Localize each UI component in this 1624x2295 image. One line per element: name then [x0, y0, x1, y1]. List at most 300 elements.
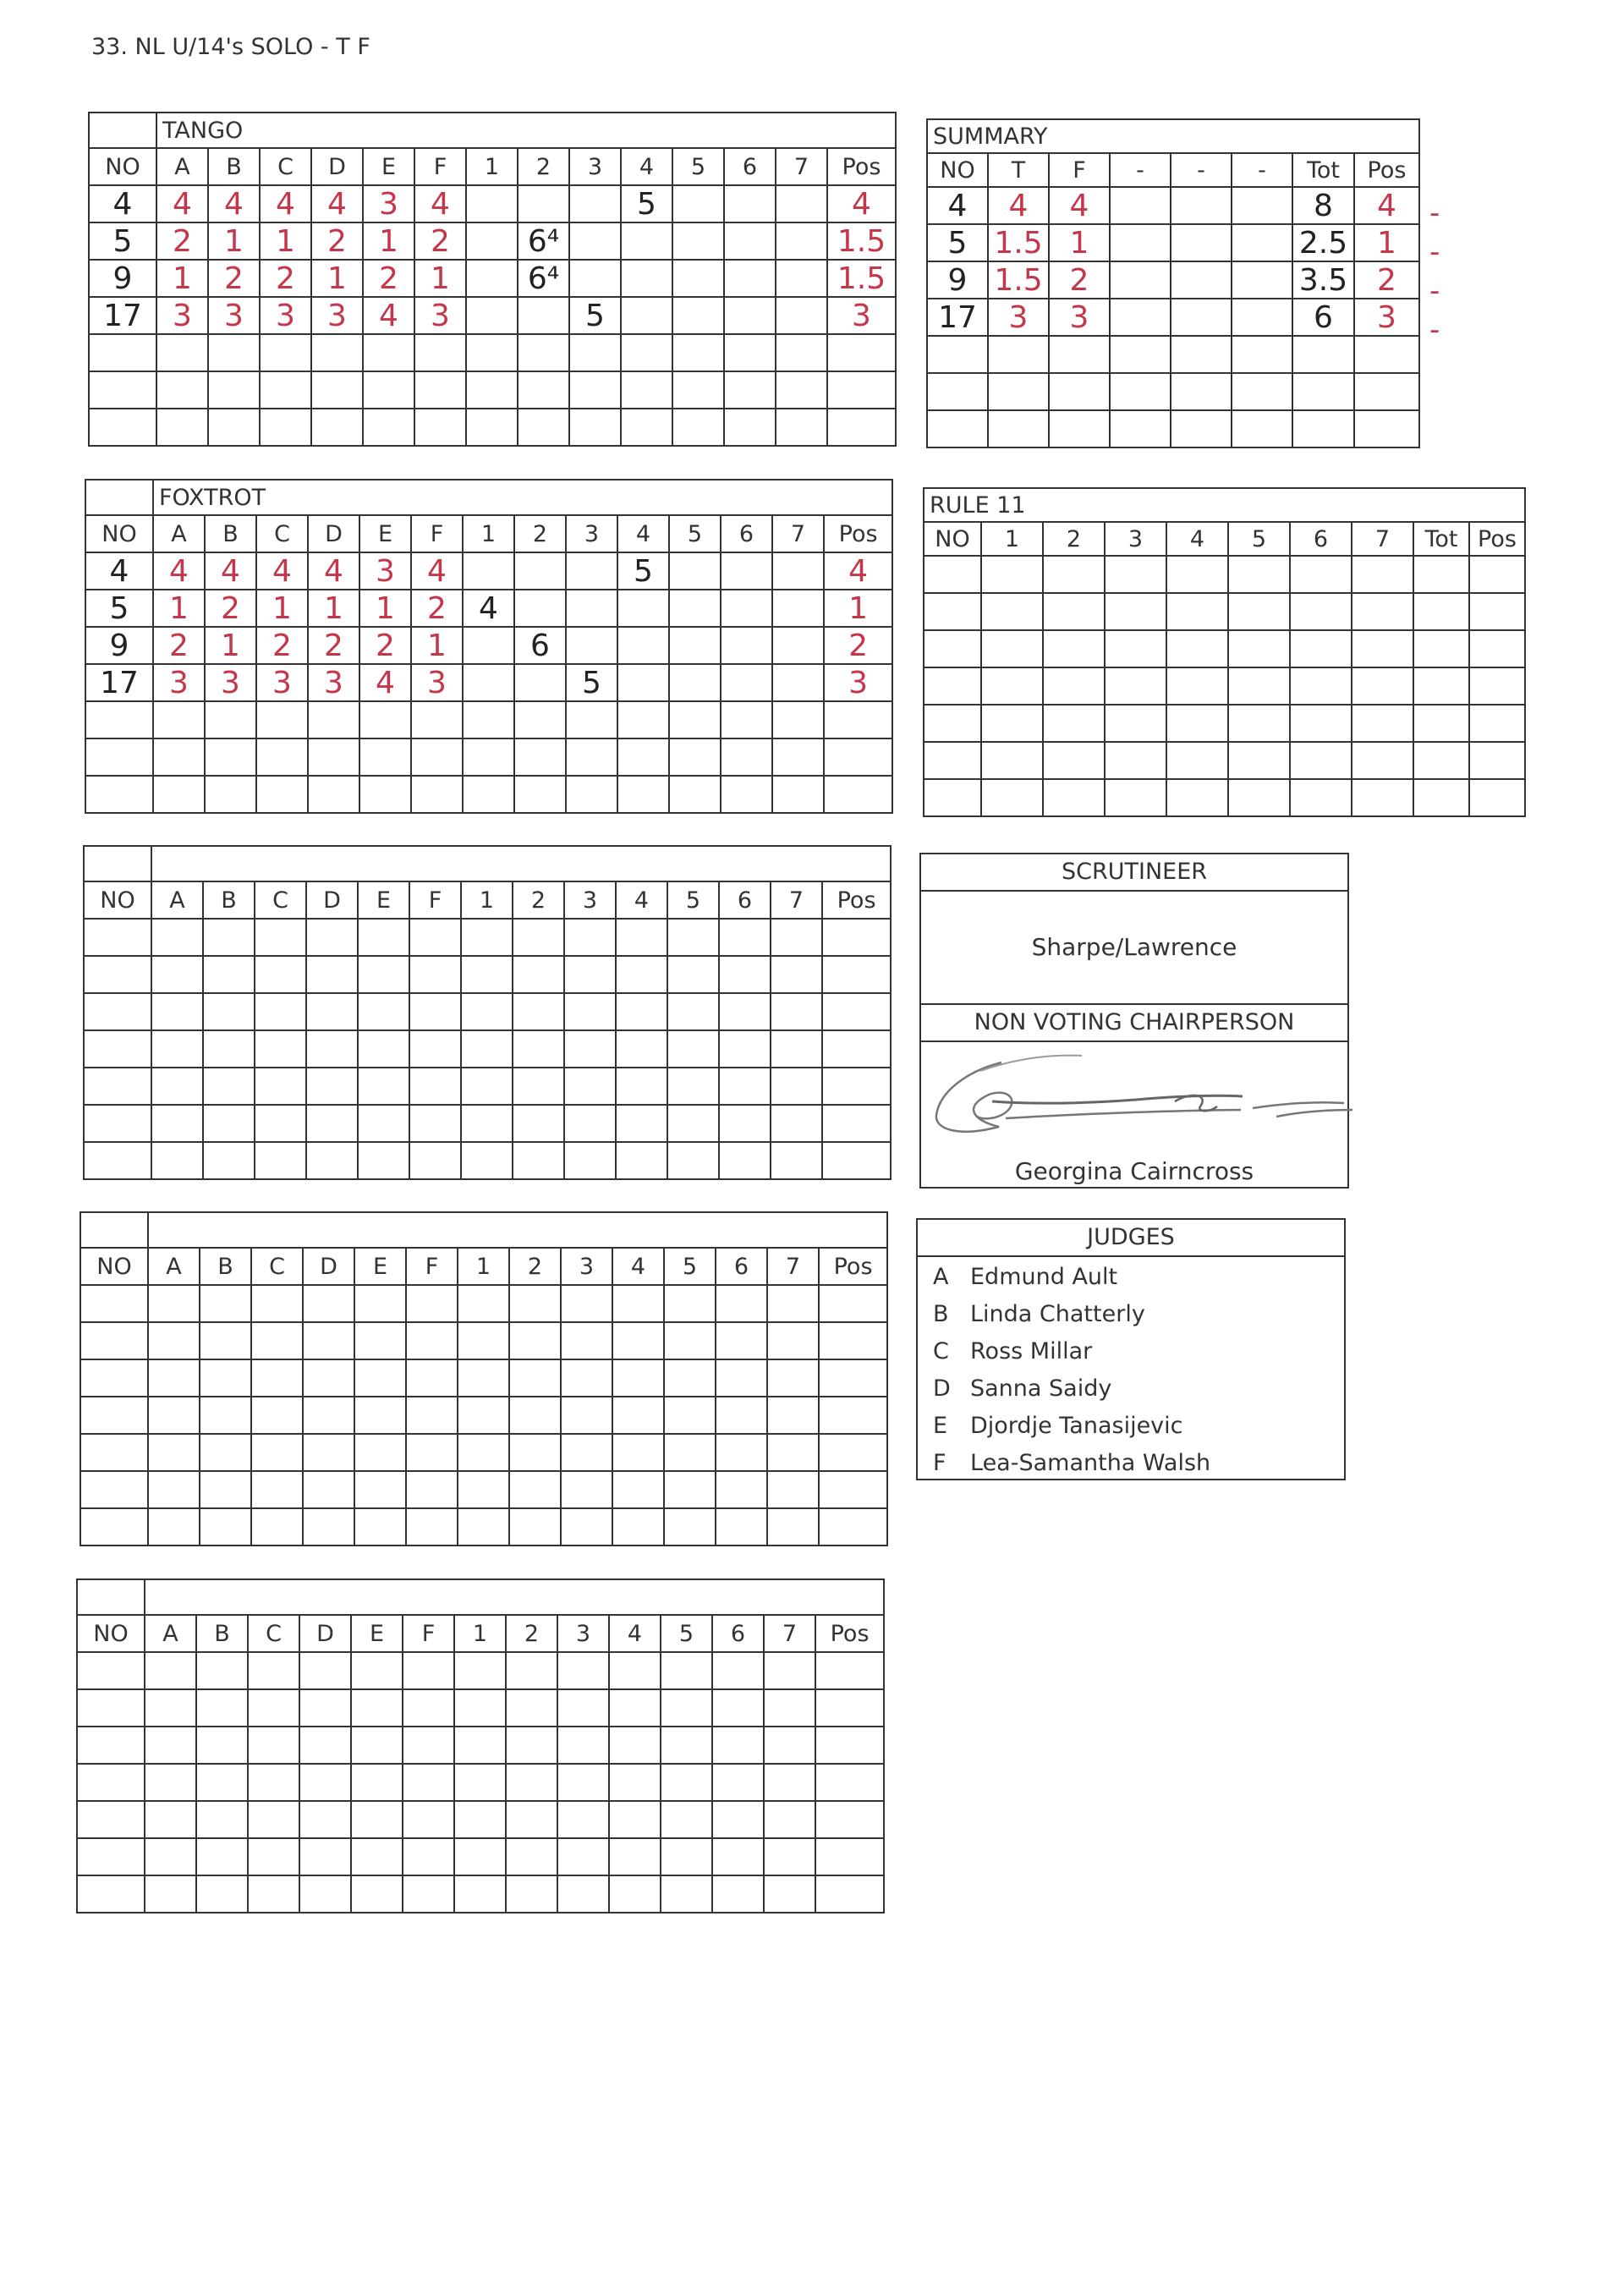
empty-dance-2-cell [200, 1471, 251, 1508]
rule11-cell [1105, 593, 1166, 630]
tango-cell: 4 [414, 185, 466, 222]
tango-cell [518, 371, 569, 409]
summary-cell: 6 [1292, 299, 1354, 336]
empty-dance-2-cell [80, 1471, 148, 1508]
foxtrot-cell: 4 [824, 552, 892, 590]
empty-dance-3-header-6: F [403, 1615, 454, 1652]
foxtrot-cell: 3 [205, 664, 256, 701]
summary-row [927, 261, 1419, 299]
tango-cell: 4 [89, 185, 156, 222]
tango-cell: 3 [363, 185, 414, 222]
summary-row [927, 299, 1419, 336]
foxtrot-header-10: 4 [617, 515, 669, 552]
rule11-row [924, 705, 1525, 742]
empty-dance-3-row [77, 1689, 884, 1727]
rule11-cell [1469, 705, 1525, 742]
empty-dance-3-header-9: 3 [557, 1615, 609, 1652]
tango-cell [621, 222, 672, 260]
rule11-cell [1413, 705, 1469, 742]
empty-dance-3-cell [557, 1689, 609, 1727]
empty-dance-3-header-5: E [351, 1615, 403, 1652]
summary-title: SUMMARY [927, 119, 1419, 153]
rule11-row [924, 742, 1525, 779]
empty-dance-1-cell [564, 1068, 616, 1105]
summary-header-7: Pos [1354, 153, 1419, 187]
empty-dance-3-cell [661, 1838, 712, 1875]
tango-cell [724, 334, 776, 371]
foxtrot-cell [308, 738, 359, 776]
tango-cell [724, 371, 776, 409]
empty-dance-2-cell [561, 1285, 612, 1322]
empty-dance-1-cell [151, 956, 203, 993]
tango-cell [827, 334, 896, 371]
empty-dance-1-header-4: D [306, 881, 358, 919]
summary-cell [1110, 299, 1171, 336]
empty-dance-1-header-13: 7 [771, 881, 822, 919]
empty-dance-3-header-4: D [299, 1615, 351, 1652]
rule11-cell [1290, 742, 1352, 779]
rule11-cell [1413, 667, 1469, 705]
empty-dance-3-cell [454, 1801, 506, 1838]
empty-dance-3-cell [145, 1652, 196, 1689]
empty-dance-3-cell [77, 1875, 145, 1913]
empty-dance-1-cell [719, 956, 771, 993]
empty-dance-2-cell [509, 1434, 561, 1471]
empty-dance-2-cell [80, 1322, 148, 1359]
foxtrot-row [85, 627, 892, 664]
empty-dance-1-cell [822, 956, 891, 993]
tango-cell: 5 [89, 222, 156, 260]
tango-cell [724, 222, 776, 260]
empty-dance-2-cell [612, 1397, 664, 1434]
foxtrot-row [85, 738, 892, 776]
judge-name: Sanna Saidy [970, 1375, 1112, 1402]
tango-cell [569, 334, 621, 371]
empty-dance-1-cell [667, 1142, 719, 1179]
empty-dance-1-cell [255, 993, 306, 1030]
empty-dance-3-cell [145, 1838, 196, 1875]
empty-dance-1-cell [616, 1105, 667, 1142]
tango-cell [89, 409, 156, 446]
empty-dance-2-cell [664, 1285, 716, 1322]
tango-cell [672, 334, 724, 371]
empty-dance-3-header-14: Pos [815, 1615, 884, 1652]
empty-dance-1-header-10: 4 [616, 881, 667, 919]
empty-dance-3-header-10: 4 [609, 1615, 661, 1652]
empty-dance-corner-cell [77, 1579, 145, 1615]
rule11-cell [1043, 593, 1105, 630]
empty-dance-3-cell [764, 1764, 815, 1801]
empty-dance-2-header-5: E [354, 1248, 406, 1285]
foxtrot-cell: 4 [308, 552, 359, 590]
tango-cell: 3 [827, 297, 896, 334]
foxtrot-cell: 2 [359, 627, 411, 664]
foxtrot-header-7: 1 [463, 515, 514, 552]
tango-cell [569, 222, 621, 260]
summary-cell [1292, 336, 1354, 373]
empty-dance-2-cell [716, 1471, 767, 1508]
empty-dance-1-header-7: 1 [461, 881, 513, 919]
empty-dance-1-cell [84, 1068, 151, 1105]
rule11-row [924, 667, 1525, 705]
empty-dance-2-cell [458, 1508, 509, 1546]
tango-cell [827, 371, 896, 409]
empty-dance-3-cell [77, 1838, 145, 1875]
empty-dance-2-cell [561, 1508, 612, 1546]
foxtrot-header-0: NO [85, 515, 153, 552]
empty-dance-3-cell [815, 1727, 884, 1764]
foxtrot-cell [669, 590, 721, 627]
empty-dance-1-cell [513, 1105, 564, 1142]
empty-dance-3-cell [248, 1764, 299, 1801]
summary-cell: 3.5 [1292, 261, 1354, 299]
empty-dance-2-cell [819, 1434, 887, 1471]
tango-cell [208, 371, 260, 409]
empty-dance-3-cell [609, 1764, 661, 1801]
tango-cell [776, 260, 827, 297]
empty-dance-3-cell [248, 1875, 299, 1913]
foxtrot-cell [721, 664, 772, 701]
tango-cell [776, 297, 827, 334]
empty-dance-2-cell [80, 1434, 148, 1471]
tango-cell [724, 297, 776, 334]
empty-dance-1-row [84, 993, 891, 1030]
officials-box [919, 853, 1349, 1189]
judge-letter: F [933, 1450, 946, 1476]
empty-dance-1-cell [409, 993, 461, 1030]
empty-dance-3-cell [712, 1838, 764, 1875]
empty-dance-2-cell [458, 1397, 509, 1434]
empty-dance-2-header-12: 6 [716, 1248, 767, 1285]
empty-dance-3-row [77, 1875, 884, 1913]
foxtrot-cell [359, 701, 411, 738]
empty-dance-1-cell [203, 956, 255, 993]
empty-dance-1-cell [564, 993, 616, 1030]
empty-dance-2-header-14: Pos [819, 1248, 887, 1285]
judges-list [918, 1257, 1344, 1482]
empty-dance-1-cell [151, 919, 203, 956]
empty-dance-3-cell [145, 1875, 196, 1913]
empty-dance-2-header-3: C [251, 1248, 303, 1285]
foxtrot-cell [721, 627, 772, 664]
tango-row [89, 260, 896, 297]
empty-dance-1-cell [719, 919, 771, 956]
empty-dance-2-cell [303, 1471, 354, 1508]
rule11-cell [1469, 593, 1525, 630]
empty-dance-2-cell [303, 1508, 354, 1546]
empty-dance-3-row [77, 1838, 884, 1875]
foxtrot-cell: 5 [566, 664, 617, 701]
rule11-cell [1228, 779, 1290, 816]
judge-letter: D [933, 1375, 951, 1402]
empty-dance-1-cell [306, 1105, 358, 1142]
rule11-cell [1228, 593, 1290, 630]
tango-header-5: E [363, 148, 414, 185]
empty-dance-1-cell [151, 1030, 203, 1068]
tango-cell [156, 371, 208, 409]
empty-dance-1-row [84, 919, 891, 956]
rule11-cell [924, 705, 981, 742]
empty-dance-2-header-4: D [303, 1248, 354, 1285]
tango-cell [672, 260, 724, 297]
empty-dance-3-cell [196, 1764, 248, 1801]
rule11-cell [924, 630, 981, 667]
foxtrot-cell: 1 [308, 590, 359, 627]
signature-scribble [921, 1042, 1429, 1152]
empty-dance-2-cell [148, 1508, 200, 1546]
tango-header-3: C [260, 148, 311, 185]
rule11-cell [1043, 742, 1105, 779]
tango-cell: 4 [311, 185, 363, 222]
empty-dance-2-cell [716, 1322, 767, 1359]
empty-dance-2-cell [200, 1359, 251, 1397]
empty-dance-2-cell [354, 1397, 406, 1434]
summary-cell: 1.5 [988, 261, 1049, 299]
empty-dance-3-cell [557, 1764, 609, 1801]
summary-cell: 2.5 [1292, 224, 1354, 261]
empty-dance-table-1 [83, 845, 892, 1180]
empty-dance-3-cell [557, 1875, 609, 1913]
judge-letter: A [933, 1264, 949, 1290]
tango-cell [89, 371, 156, 409]
empty-dance-2-cell [251, 1508, 303, 1546]
rule11-cell [1352, 630, 1413, 667]
empty-dance-1-cell [822, 1068, 891, 1105]
foxtrot-cell: 5 [85, 590, 153, 627]
rule11-cell [1413, 779, 1469, 816]
empty-dance-2-cell [664, 1434, 716, 1471]
foxtrot-cell [411, 701, 463, 738]
foxtrot-cell [772, 590, 824, 627]
empty-dance-1-cell [255, 1105, 306, 1142]
empty-dance-3-cell [403, 1801, 454, 1838]
empty-dance-2-cell [819, 1322, 887, 1359]
summary-cell [1171, 224, 1232, 261]
foxtrot-cell: 17 [85, 664, 153, 701]
rule11-cell [1290, 779, 1352, 816]
summary-cell [1232, 224, 1292, 261]
empty-dance-2-cell [303, 1434, 354, 1471]
empty-dance-2-cell [716, 1397, 767, 1434]
empty-dance-table-2 [80, 1211, 888, 1546]
empty-dance-3-cell [609, 1727, 661, 1764]
foxtrot-header-14: Pos [824, 515, 892, 552]
tango-header-14: Pos [827, 148, 896, 185]
empty-dance-2-cell [716, 1508, 767, 1546]
rule11-cell [981, 556, 1043, 593]
foxtrot-cell: 3 [153, 664, 205, 701]
empty-dance-1-cell [358, 993, 409, 1030]
tango-header-4: D [311, 148, 363, 185]
tango-row [89, 222, 896, 260]
tango-cell [776, 371, 827, 409]
empty-dance-1-cell [461, 956, 513, 993]
tango-cell: 1 [363, 222, 414, 260]
foxtrot-cell [256, 776, 308, 813]
empty-dance-2-row [80, 1359, 887, 1397]
empty-dance-3-cell [712, 1875, 764, 1913]
empty-dance-2-cell [458, 1322, 509, 1359]
empty-dance-1-cell [255, 956, 306, 993]
foxtrot-cell: 4 [359, 664, 411, 701]
foxtrot-corner-cell [85, 480, 153, 515]
tango-cell [208, 409, 260, 446]
empty-dance-2-cell [251, 1322, 303, 1359]
scrutineer-name: Sharpe/Lawrence [921, 892, 1347, 1005]
tango-cell [414, 371, 466, 409]
rule11-cell [1352, 779, 1413, 816]
tango-header-12: 6 [724, 148, 776, 185]
foxtrot-cell: 2 [308, 627, 359, 664]
foxtrot-cell [772, 552, 824, 590]
empty-dance-3-cell [454, 1875, 506, 1913]
empty-dance-1-cell [822, 1142, 891, 1179]
empty-dance-3-cell [351, 1764, 403, 1801]
empty-dance-3-cell [661, 1764, 712, 1801]
empty-dance-2-cell [148, 1397, 200, 1434]
tango-cell: 17 [89, 297, 156, 334]
tango-title: TANGO [156, 113, 896, 148]
foxtrot-header-11: 5 [669, 515, 721, 552]
chairperson-name: Georgina Cairncross [1014, 1157, 1254, 1185]
empty-dance-1-cell [461, 993, 513, 1030]
foxtrot-cell [566, 590, 617, 627]
foxtrot-cell [721, 552, 772, 590]
empty-dance-3-cell [764, 1727, 815, 1764]
summary-header-2: F [1049, 153, 1110, 187]
empty-dance-title-2 [148, 1212, 887, 1248]
empty-dance-1-cell [203, 993, 255, 1030]
summary-tick-mark: - [1429, 196, 1440, 230]
rule11-cell [1105, 705, 1166, 742]
rule11-cell [1105, 742, 1166, 779]
empty-dance-3-cell [815, 1689, 884, 1727]
tango-cell: 1 [311, 260, 363, 297]
empty-dance-1-cell [203, 1068, 255, 1105]
foxtrot-cell [463, 627, 514, 664]
foxtrot-cell [153, 701, 205, 738]
empty-dance-1-cell [203, 1105, 255, 1142]
empty-dance-3-cell [248, 1801, 299, 1838]
empty-dance-1-cell [461, 1030, 513, 1068]
empty-dance-3-cell [815, 1838, 884, 1875]
empty-dance-1-cell [771, 1105, 822, 1142]
empty-dance-2-cell [767, 1508, 819, 1546]
empty-dance-1-cell [358, 1105, 409, 1142]
rule11-header-7: 7 [1352, 522, 1413, 556]
foxtrot-cell [514, 738, 566, 776]
empty-dance-3-cell [609, 1875, 661, 1913]
tango-cell: 4 [208, 185, 260, 222]
foxtrot-cell: 3 [359, 552, 411, 590]
empty-dance-1-cell [771, 956, 822, 993]
summary-cell [1292, 373, 1354, 410]
empty-dance-3-cell [609, 1838, 661, 1875]
tango-cell: 4 [363, 297, 414, 334]
tango-corner-cell [89, 113, 156, 148]
rule11-header-2: 2 [1043, 522, 1105, 556]
empty-dance-2-cell [200, 1508, 251, 1546]
empty-dance-1-cell [203, 1030, 255, 1068]
empty-dance-1-cell [564, 919, 616, 956]
summary-header-4: - [1171, 153, 1232, 187]
empty-dance-1-cell [151, 993, 203, 1030]
empty-dance-1-cell [409, 1030, 461, 1068]
tango-cell [672, 409, 724, 446]
empty-dance-1-cell [151, 1105, 203, 1142]
empty-dance-2-cell [509, 1508, 561, 1546]
summary-cell [1232, 261, 1292, 299]
foxtrot-cell [824, 701, 892, 738]
summary-cell [927, 373, 988, 410]
rule11-cell [1352, 593, 1413, 630]
empty-dance-3-cell [815, 1652, 884, 1689]
summary-cell [1354, 410, 1419, 447]
empty-dance-2-cell [148, 1285, 200, 1322]
summary-cell [1232, 336, 1292, 373]
empty-dance-3-cell [351, 1689, 403, 1727]
empty-dance-2-cell [458, 1285, 509, 1322]
empty-dance-1-cell [822, 1105, 891, 1142]
page-title: 33. NL U/14's SOLO - T F [91, 34, 370, 60]
empty-dance-2-cell [406, 1285, 458, 1322]
empty-dance-2-cell [354, 1322, 406, 1359]
empty-dance-2-header-10: 4 [612, 1248, 664, 1285]
empty-dance-2-cell [561, 1471, 612, 1508]
foxtrot-cell: 4 [153, 552, 205, 590]
rule11-cell [1105, 779, 1166, 816]
empty-dance-2-cell [819, 1359, 887, 1397]
rule11-row [924, 593, 1525, 630]
foxtrot-cell [205, 738, 256, 776]
empty-dance-1-header-3: C [255, 881, 306, 919]
empty-dance-2-header-11: 5 [664, 1248, 716, 1285]
foxtrot-cell: 1 [205, 627, 256, 664]
foxtrot-cell [721, 738, 772, 776]
empty-dance-1-cell [513, 919, 564, 956]
rule11-cell [1043, 667, 1105, 705]
judge-name: Edmund Ault [970, 1264, 1118, 1290]
foxtrot-cell [308, 701, 359, 738]
empty-dance-2-cell [303, 1359, 354, 1397]
empty-dance-2-cell [200, 1397, 251, 1434]
summary-cell [1354, 373, 1419, 410]
empty-dance-3-row [77, 1727, 884, 1764]
tango-cell: 3 [156, 297, 208, 334]
empty-dance-2-header-6: F [406, 1248, 458, 1285]
empty-dance-1-row [84, 1068, 891, 1105]
tango-cell: 2 [260, 260, 311, 297]
empty-dance-3-cell [557, 1838, 609, 1875]
rule11-cell [1352, 742, 1413, 779]
empty-dance-3-cell [77, 1764, 145, 1801]
empty-dance-2-cell [509, 1359, 561, 1397]
foxtrot-cell [153, 776, 205, 813]
empty-dance-title-1 [151, 846, 891, 881]
empty-dance-1-cell [461, 1105, 513, 1142]
empty-dance-3-cell [712, 1652, 764, 1689]
rule11-cell [1413, 630, 1469, 667]
summary-grid [926, 118, 1420, 448]
summary-header-6: Tot [1292, 153, 1354, 187]
foxtrot-cell [205, 701, 256, 738]
rule11-cell [1352, 667, 1413, 705]
summary-cell: 9 [927, 261, 988, 299]
tango-cell [466, 260, 518, 297]
foxtrot-cell [359, 738, 411, 776]
empty-dance-1-cell [255, 1030, 306, 1068]
rule11-cell [1290, 667, 1352, 705]
